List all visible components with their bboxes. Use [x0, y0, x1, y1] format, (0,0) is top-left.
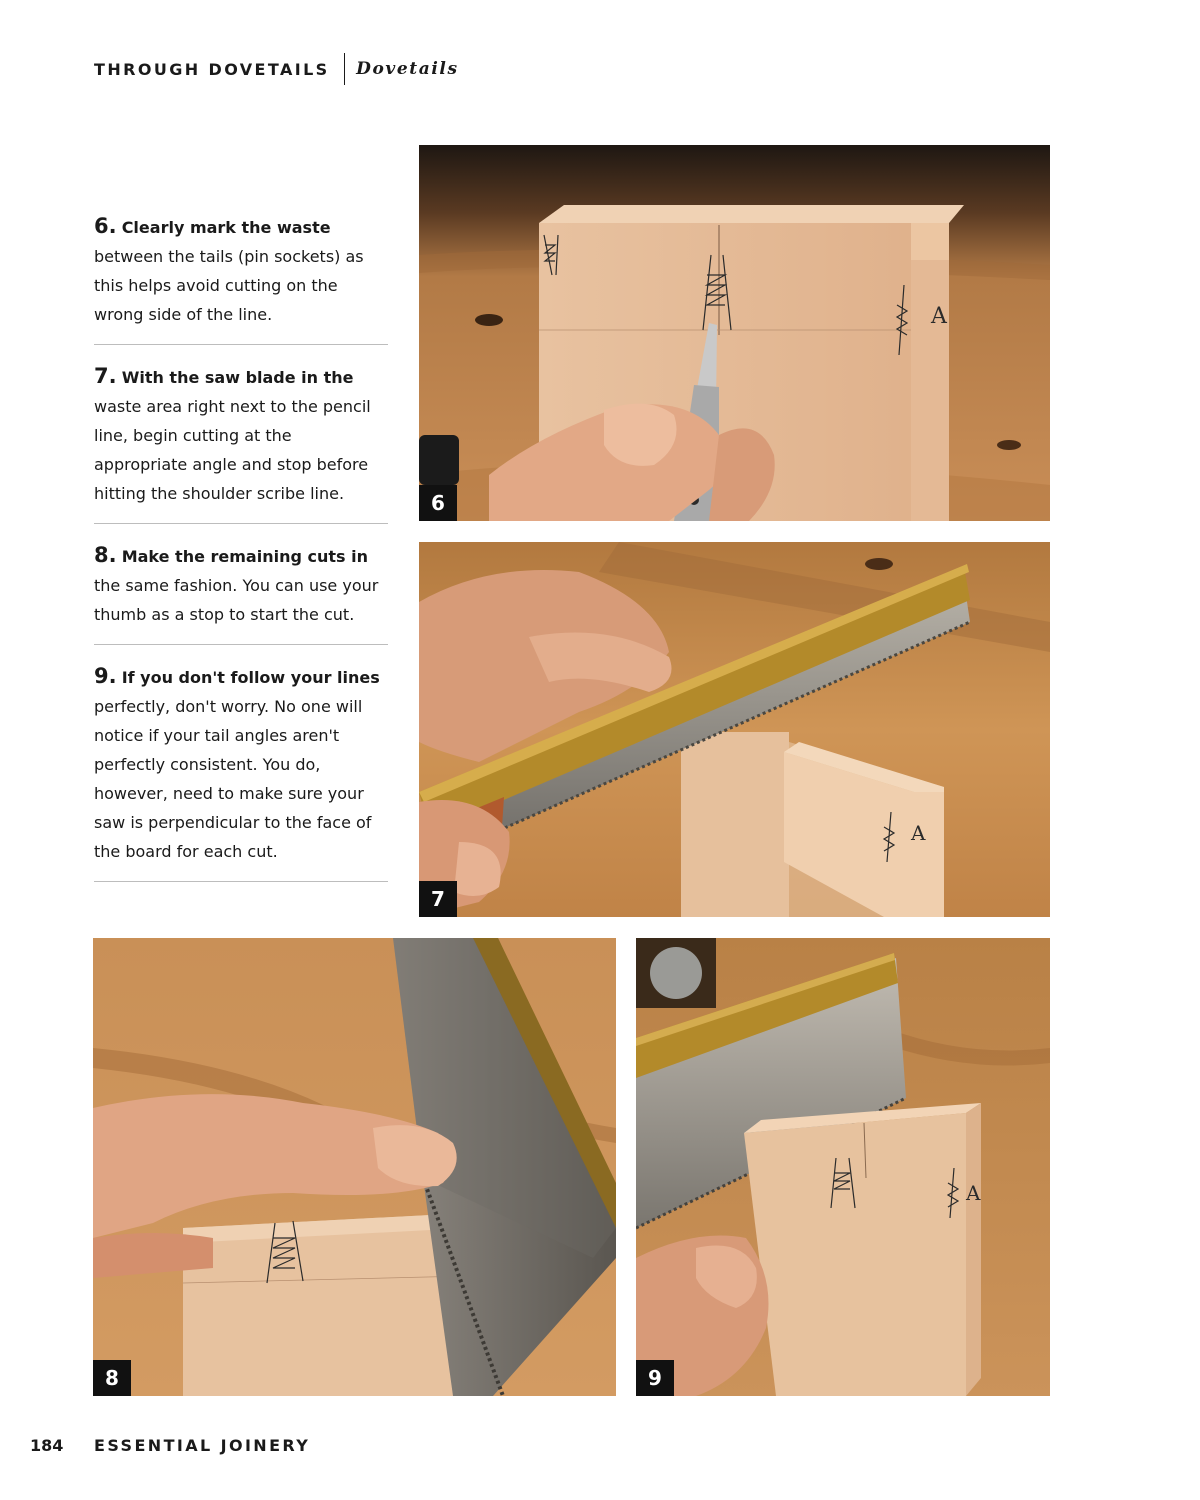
step-number: 8. [94, 543, 117, 567]
photo-8-remaining-cuts [93, 938, 616, 1396]
board-mark: A [931, 304, 947, 329]
board-mark: A [966, 1181, 981, 1205]
running-header [94, 52, 459, 86]
section-title: THROUGH DOVETAILS [94, 59, 330, 79]
step-text: waste area right next to the pencil line, begin cutting at the appropriate angle and stop before hitting the shoulder scribe line. [94, 397, 371, 503]
step-lead: With the saw blade in the [121, 368, 354, 387]
saw-cut-photo [419, 542, 1050, 917]
step-lead: Clearly mark the waste [121, 218, 331, 237]
step-8 [94, 541, 388, 645]
photo-label: 7 [419, 881, 457, 917]
photo-label: 8 [93, 1360, 131, 1396]
step-text: perfectly, don't worry. No one will notice if your tail angles aren't perfectly consistent. You do, however, need to make sure your saw is perpendicular to the face of the board for each cut. [94, 697, 372, 861]
page-footer [30, 1436, 310, 1455]
step-text: the same fashion. You can use your thumb as a stop to start the cut. [94, 576, 379, 624]
step-number: 6. [94, 214, 117, 238]
photo-7-saw-cutting [419, 542, 1050, 917]
photo-6-marking-waste [419, 145, 1050, 521]
book-title: ESSENTIAL JOINERY [94, 1436, 311, 1455]
step-9 [94, 662, 388, 882]
step-number: 7. [94, 364, 117, 388]
photo-label: 6 [419, 485, 457, 521]
photo-label: 9 [636, 1360, 674, 1396]
board-mark: A [911, 821, 926, 845]
step-number: 9. [94, 664, 117, 688]
step-lead: If you don't follow your lines [121, 668, 380, 687]
instruction-steps [94, 212, 388, 899]
step-lead: Make the remaining cuts in [121, 547, 368, 566]
step-7 [94, 362, 388, 524]
step-6 [94, 212, 388, 345]
perpendicular-saw-photo [636, 938, 1050, 1396]
step-text: between the tails (pin sockets) as this helps avoid cutting on the wrong side of the line. [94, 247, 364, 324]
chapter-title: Dovetails [356, 59, 459, 79]
thumb-stop-photo [93, 938, 616, 1396]
page-number: 184 [30, 1436, 64, 1455]
header-divider [344, 53, 346, 85]
photo-9-perpendicular-saw [636, 938, 1050, 1396]
marking-photo [419, 145, 1050, 521]
